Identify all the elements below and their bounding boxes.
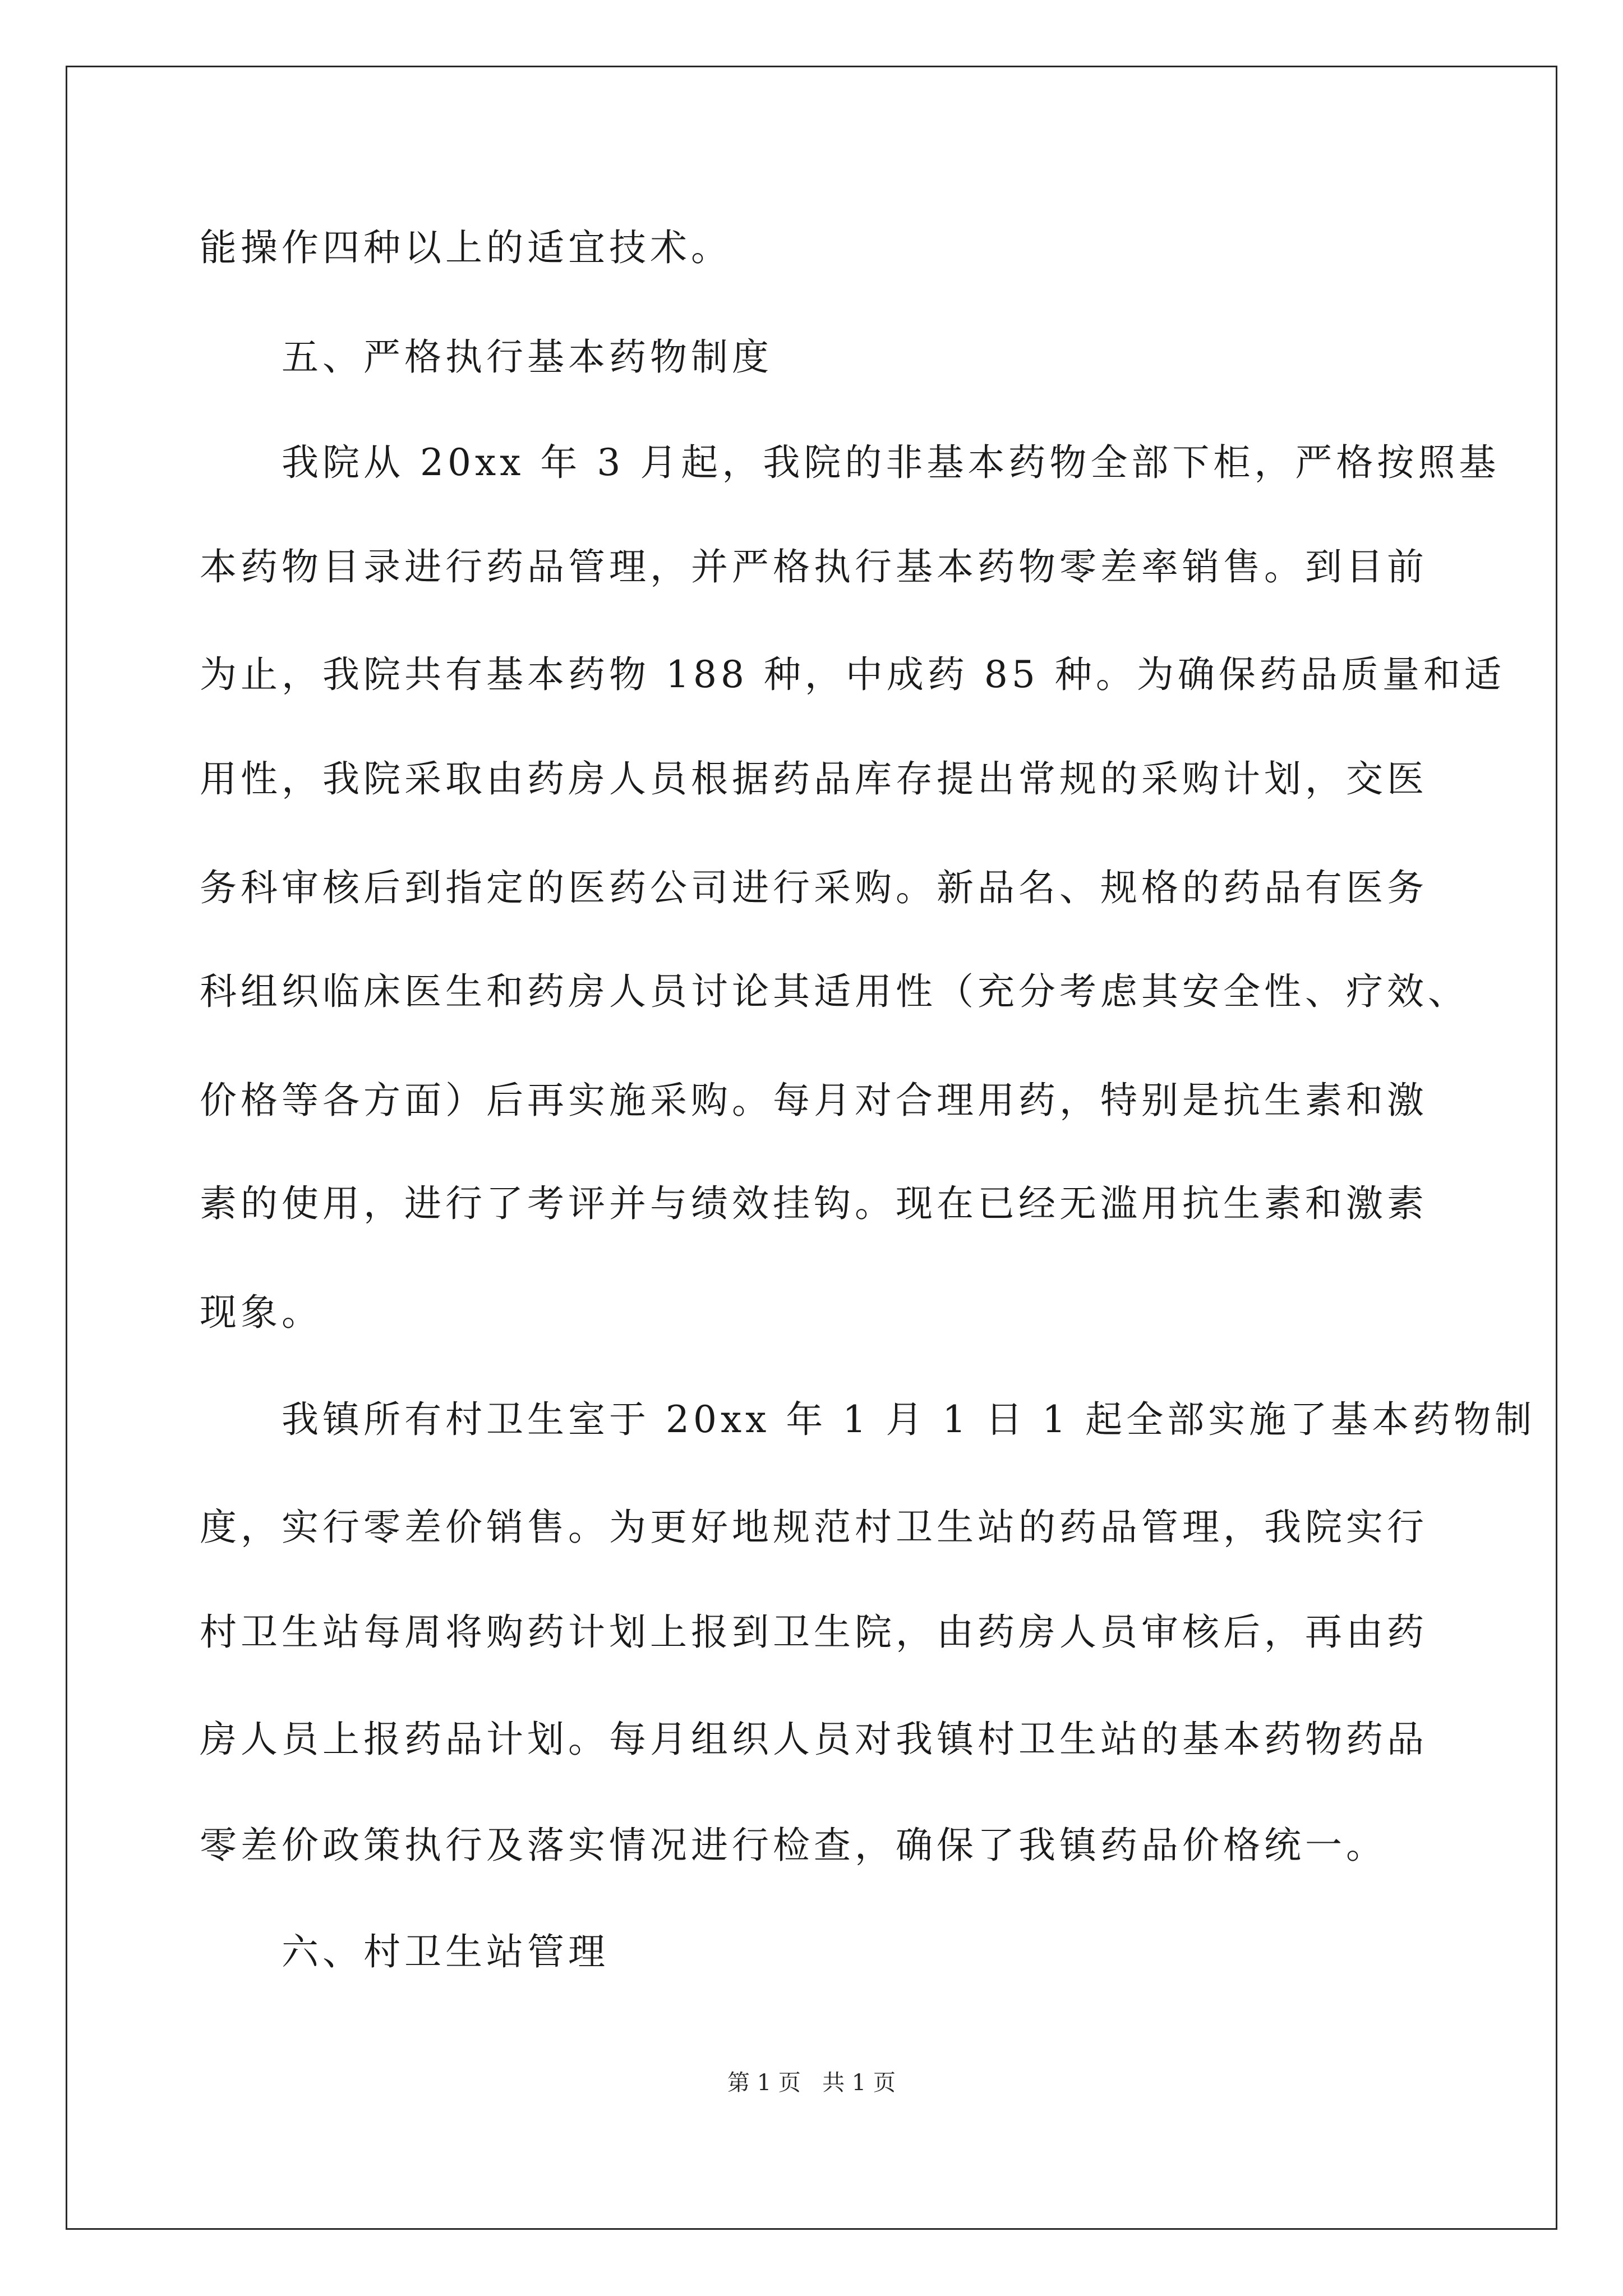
text-line: 我院从 20xx 年 3 月起，我院的非基本药物全部下柜，严格按照基: [282, 441, 1500, 484]
text-line: 零差价政策执行及落实情况进行检查，确保了我镇药品价格统一。: [200, 1824, 1387, 1867]
text-line: 素的使用，进行了考评并与绩效挂钩。现在已经无滥用抗生素和激素: [200, 1182, 1428, 1225]
text-line: 科组织临床医生和药房人员讨论其适用性（充分考虑其安全性、疗效、: [200, 970, 1469, 1013]
text-line: 现象。: [200, 1291, 322, 1334]
text-line: 用性，我院采取由药房人员根据药品库存提出常规的采购计划，交医: [200, 757, 1428, 800]
page-border: [66, 66, 1557, 2230]
text-line: 度，实行零差价销售。为更好地规范村卫生站的药品管理，我院实行: [200, 1506, 1428, 1549]
text-line: 村卫生站每周将购药计划上报到卫生院，由药房人员审核后，再由药: [200, 1611, 1428, 1654]
text-line: 本药物目录进行药品管理，并严格执行基本药物零差率销售。到目前: [200, 545, 1428, 588]
text-line: 我镇所有村卫生室于 20xx 年 1 月 1 日 1 起全部实施了基本药物制: [282, 1398, 1536, 1441]
text-line: 能操作四种以上的适宜技术。: [200, 226, 732, 269]
page-footer: 第 1 页 共 1 页: [727, 2070, 896, 2096]
text-line: 价格等各方面）后再实施采购。每月对合理用药，特别是抗生素和激: [200, 1079, 1428, 1122]
section-heading: 六、村卫生站管理: [282, 1930, 609, 1973]
text-line: 务科审核后到指定的医药公司进行采购。新品名、规格的药品有医务: [200, 866, 1428, 909]
text-line: 房人员上报药品计划。每月组织人员对我镇村卫生站的基本药物药品: [200, 1718, 1428, 1761]
text-line: 为止，我院共有基本药物 188 种，中成药 85 种。为确保药品质量和适: [200, 653, 1505, 696]
section-heading: 五、严格执行基本药物制度: [282, 335, 773, 379]
